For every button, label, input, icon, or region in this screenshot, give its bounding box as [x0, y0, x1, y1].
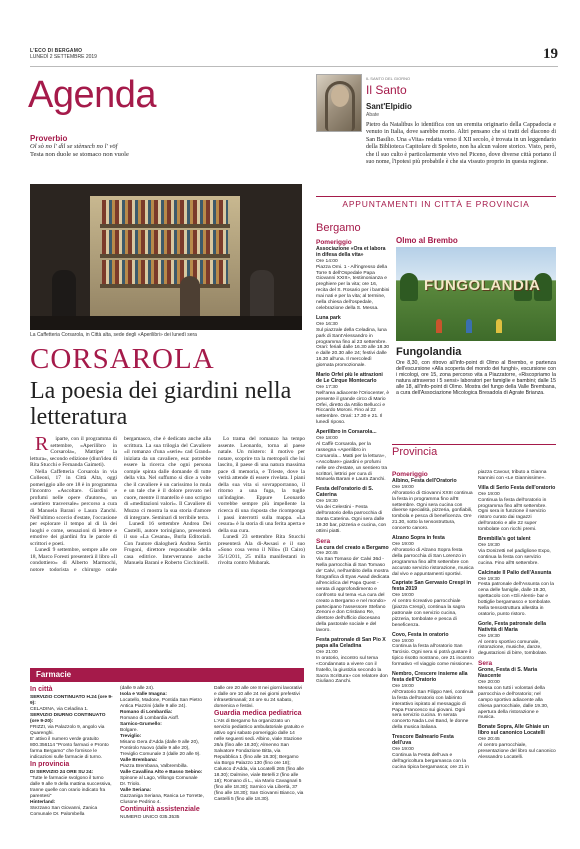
event-description: Continua la festa dell'oratorio in programma fino all'8 settembre. Ogni sera in funzione il servizio ristoro curato dai ragazzi dell'oratorio e alle 22 super tombolate con ricchi premi.: [478, 497, 547, 533]
event-item: [316, 638, 390, 685]
event-time: Ore 16:30: [316, 321, 338, 327]
event-item: [392, 479, 474, 532]
pharmacy-text: Stezzano San Giovanni, Zanica Comunale Dr. Palombella: [30, 806, 98, 817]
event-time: Ore 20:45: [316, 551, 338, 557]
pharmacy-text: L'Ats di Bergamo ha organizzato un servizio pediatrico ambulatoriale gratuito e attivo ogni sabato pomeriggio dalle 14 nelle seguenti sedi. Albino, viale Stazione 26/a (fino alle 18.30); Almenno San Salvatore Fondazione Bitta, via Repubblica 1 (fino alle 18.30); Bergamo via Borgo Palazzo 130 (fino ore 18); Calusco d'Adda, via Locatelli 265 (fino alle 18.30); Dalmine, viale Betelli 2 (fino alle 18); Romano di L., via Mario Cavagnari 5 (fino alle 18.30); Sarnico via Libertà, 37 (fino alle 18.30); San Giovanni Bianco, via Castelli 5 (fino alle 18.30).: [214, 719, 304, 802]
pharmacy-area-label: Hinterland:: [30, 800, 56, 805]
pharmacy-section-title: Continuità assistenziale: [120, 806, 200, 813]
pharmacies-column: [120, 686, 204, 821]
event-time: Ore 20:00: [478, 680, 500, 685]
event-item: [392, 581, 474, 628]
pharmacy-area-label: Treviglio:: [120, 734, 142, 739]
event-description: Al centro ricreativo parrocchiale (piazza Crespi), continua la sagra patronale con servizio cucina, pizzeria, tombolate e pesca di beneficenza.: [392, 599, 465, 628]
pharmacy-area-label: Sarnico-Grumello:: [120, 722, 162, 727]
event-item: [316, 430, 390, 483]
proverb-translation: Testa non duole se stomaco non vuole: [30, 151, 129, 158]
saint-name: Sant'Elpidio: [366, 102, 412, 111]
events-header: APPUNTAMENTI IN CITTÀ E PROVINCIA: [316, 196, 556, 210]
olmo-title: Olmo al Brembo: [396, 236, 458, 245]
event-description: Sul piazzale della Celadina, luna park di Sant'Alessandro in programma fino al 23 settembre. Orari: feriali dalle 16.30 alle 18.30 e dalle 20.30 alle 24; festivi dalle 16.30 all'una. Il mercoledì giornata promozionale.: [316, 327, 390, 369]
pharmacy-text: NUMERO UNICO 035.3535: [120, 815, 180, 820]
article-body: [30, 433, 305, 664]
time-of-day-heading: Pomeriggio: [316, 239, 352, 246]
pharmacy-section-title: Guardia medica pediatrica: [214, 710, 302, 717]
pharmacy-area-label: Romano di Lombardia:: [120, 710, 173, 715]
event-title: Grone, Festa di S. Maria Nascente: [478, 667, 538, 680]
pharmacy-text: CELADINA, via Celadina 1.: [30, 707, 89, 712]
event-title: Villa di Serio Festa dell'oratorio: [478, 484, 556, 491]
pharmacies-column: [30, 686, 114, 818]
pharmacy-text: (dalle 9 alle 24).: [120, 686, 155, 691]
time-of-day-heading: Sera: [316, 537, 331, 545]
event-item: [478, 486, 556, 533]
event-description: Via dei Celestini - Festa dell'oratorio della parrocchia di Santa Caterina. Ogni sera dalle 19.30 bar, pizzeria e cucina, con ottimi piatti.: [316, 505, 387, 534]
event-title: Bonate Sopra, Alle Ghiaie un libro sul canonico Locatelli: [478, 724, 550, 737]
pharmacy-area-label: Valle Cavallina Alto e Basso Sebino:: [120, 770, 203, 775]
time-of-day-heading: Sera: [478, 660, 493, 668]
event-item: [392, 633, 474, 668]
pharmacy-text: FRIZZI, via Palazzolo 9, angolo via Quarenghi.: [30, 725, 105, 736]
article-paragraph: Lunedì 23 settembre Rita Stucchi presenterà Ala di-Awsasi e il suo «Sono cosa verso il Nilo» (Il Cairo) 35/1/2011, 25 milla manifestanti in rivolta contro Mubarak.: [218, 534, 305, 567]
pharmacy-area-label: SERVIZIO CONTINUATO H.24 (ore 9-9):: [30, 695, 113, 706]
event-time: Ore 19:00: [392, 746, 414, 752]
event-item: [316, 316, 390, 369]
article-paragraph: Lunedì 16 settembre Andrea Dei Castelli, autore torinigiano, presenterà il suo «La Cesana», Burla Editoriali. Con l'autore dialogherà Andrea Sertin Frugoni, direttore responsabile della casa editrice. Interverranno anche Manuela Barani e Roberto Cicchinelli.: [124, 521, 211, 567]
event-description: Continua la festa all'oratorio San Tarcisio. Ogni sera si potrà gustare il tipico risotto nostrano, ore 21 incontro formativo «Il viaggio come missione».: [392, 644, 474, 668]
event-time: Ore 19:00: [392, 638, 414, 644]
event-item: [392, 672, 474, 731]
event-title: Luna park: [316, 314, 341, 321]
event-time: Ore 19:00: [392, 593, 414, 599]
event-title: Calcinate Il Palio dell'Assunta: [478, 569, 552, 576]
event-item: [478, 622, 556, 657]
event-time: Ore 21:00: [316, 649, 338, 655]
event-time: Ore 20:45: [478, 737, 500, 743]
event-item: [478, 725, 556, 760]
event-title: Aperilibro in Corsarola...: [316, 429, 377, 436]
event-title: Festa patronale di San Pio X papa alla Celadina: [316, 637, 386, 649]
proverb-dialect: Ol sò no l' dìl se stèmech no l' vöf: [30, 143, 118, 150]
event-description: All'oratorio di Alzano Sopra festa della parrocchia di San Lorenzo in programma fino all'8 settembre con accurato servizio ristorazione, musica dal vivo e appuntamenti sportivi.: [392, 547, 474, 577]
event-item: [478, 668, 556, 721]
article-paragraph: Lo trama del romanzo ha tempo assente. Leonardo, torna al paese natale. Un mistero: il motivo per notare, scoprire tra la metropoli che lui lascito, il paese di una natura massima pace di memoria, e Trieste, dove la verità attende di essere rivelata. I piani della sua vita si sovrapporranno, il ritorno a una fuga, la tuglie un'indagine. Eppure Leonardo vorrebbe sempre più impellente la ricerca di una risposta che ricomponga i passi interrotti sulla mappa. «La cesura» è la storia di una ferita aperta e della sua cura.: [218, 436, 305, 534]
article-headline: La poesia dei giardini nella letteratura: [30, 378, 292, 430]
event-description: Continua la Festa dell'uva e dell'agricoltura bergamasca con la cucina tipica bergamasca; ore 21 in: [392, 752, 469, 770]
event-title: Capriate San Gervasio Crespi in festa 2019: [392, 580, 471, 593]
event-time: Ore 19:30: [316, 499, 338, 505]
pharmacy-section-title: In città: [30, 686, 53, 693]
event-title: Covo, Festa in oratorio: [392, 631, 449, 638]
event-item: [316, 487, 390, 534]
issue-date: LUNEDÌ 2 SETTEMBRE 2019: [30, 54, 97, 60]
event-time: Ore 17:30: [316, 384, 338, 390]
pharmacy-text: Piazza Brembana, Valbrembilla.: [120, 764, 188, 769]
event-time: Ore 19:30: [478, 633, 500, 639]
saint-image: [316, 74, 362, 132]
event-item: [316, 546, 390, 635]
pharmacies-column: [214, 686, 304, 803]
page-number: 19: [543, 46, 558, 62]
event-item: [478, 537, 556, 567]
provincia-divider: [392, 444, 556, 445]
pharmacy-text: E' attivo il numero verde gratuito 800.356114 "Pronto farmaci e Pronto farma Bergamo" che fornisce le indicazioni sulle farmacie di turno.: [30, 737, 109, 760]
event-description: In oratorio, incontro sul tema «Condannato a vivere con il fratello, la giustizia secondo la Sacra Scrittura» con relatore don Giuliano Zanchi.: [316, 655, 388, 685]
pharmacy-area-label: SERVIZIO DIURNO CONTINUATO (ore 9-20):: [30, 713, 106, 724]
pharmacy-area-label: Valle Seriana:: [120, 788, 152, 793]
event-description: piazza Cavour, tributo a Gianna Nannini con «Le Giannissime».: [478, 470, 547, 481]
event-title: Nembro, Crescere insieme alla festa dell'Oratorio: [392, 671, 468, 683]
pharmacy-section-title: In provincia: [30, 761, 70, 768]
section-title: Agenda: [28, 74, 157, 116]
event-description: Al centro sportivo comunale, ristorazione, musiche, danze, degustazioni di birre, tombolate.: [478, 639, 548, 657]
event-title: Mario Orfei più le attrazioni de Le Cirque Montecarlo: [316, 372, 383, 384]
masthead: [30, 48, 97, 60]
article-paragraph: iparte, con il programma di settembre, «Aperilibro in Corsarola», Mattiper la lettura», secondo edizione (diun'idea di Rita Stucchi e Fernanda Gaimeti).: [30, 436, 117, 469]
event-title: La cura del creato a Bergamo: [316, 544, 389, 551]
fungolandia-title: Fungolandia: [396, 346, 462, 358]
provincia-title: Provincia: [392, 446, 438, 458]
event-description: All'Oratorio San Filippo Neri, continua la festa dell'oratorio con labirinto interattivo ispirato al messaggio di Papa Francesco sui giovani. Ogni sera servizio cucina. In serata concerto Nada Lovi Band, le donne della musica italiana.: [392, 689, 474, 731]
event-description: All'oratorio di Giovanni XXIII continua la festa in programma fino all'8 settembre. Ogni sera cucina con diverse specialità, pizzeria, gonfiabili, tombola e pesca di beneficenza. Ore 21.30, sotto la tensostruttura, concerto canoro.: [392, 490, 473, 532]
event-time: Ore 19:30: [478, 576, 500, 582]
article-paragraph: Lunedì 9 settembre, sempre alle ore 18, Marco Foresti presenterà il libro «Il condottiero» di Alberto Marmochi, notore todorista e chirurgo orale bergamasco, che è dedicato anche alla scrittura. La sua trilogia del Cavaliere «il romanzo d'una «serie» cad Grand» iniziata da un cavaliere, esa: potrebbe essere la ricerca che ogni persona compie spinta dalle domande di tutte della vita. Nel suffumo si dice a volte che il cavaliere è un carissimo lo mula e un tale che è il dolore provato nel cuore, mentre il mantello è uno scrigno di «meditazioni valori». Il Cavaliere di Muzzo ci mostra la sua storia d'amore di integrare. Seminari di terribile terra.: [30, 436, 211, 573]
event-description: Nell'area adiacente l'Oriocenter, è presente il grande circo di Mario Orfei, diretto da Attilio Bellucci e Riccardo Moroni. Fino al 22 settembre. Orari: 17.30 e 21. Il lunedì riposo.: [316, 390, 390, 426]
pharmacy-text: Romano di Lombardia Aioff.: [120, 716, 180, 721]
event-title: Brembilla's got talent: [478, 536, 531, 543]
event-time: Ore 14:00: [316, 258, 338, 264]
cafe-photo: [30, 184, 302, 330]
event-description: Al Caffè Corsarola, per la rassegna «Aperilibro in Corsarola... Matti per la lettura», «Ascoltare» giardini e profumi nelle ore d'estate, un sentiero tra scrittori, lettrici per cura di Manuela Barani e Laura Zanchi.: [316, 442, 388, 483]
pharmacy-text: Spinone al Lago, Villongo Comunale Dr. Triolo.: [120, 776, 198, 787]
event-time: Ore 19:00: [392, 484, 414, 490]
proverb-label: Proverbio: [30, 134, 68, 143]
saint-role: Abate: [366, 112, 380, 118]
event-item: [478, 470, 556, 482]
article-kicker: CORSAROLA: [30, 343, 215, 375]
photo-caption: La Caffetteria Corsarola, in Città alta, sede degli «Aperilibri» dei lunedì sera: [30, 332, 197, 338]
event-description: Via San Tomaso de' Calvi 36d - Nella parrocchia di San Tomaso de' Calvi, nell'ambito della mostra fotografica di Eyas Awad dedicata all'enciclica del Papa Quest - serata di approfondimento e confronto sul tema «La cura del creato a Bergamo e nel mondo» partecipano l'assessore Stefano Zenoni e don Cristiano Re, direttore dell'ufficio diocesano della pastorale sociale e del lavoro.: [316, 557, 390, 634]
bergamo-events: [316, 238, 390, 689]
pharmacy-text: Misano Gera d'Adda (dalle 9 alle 20), Pontirolo Nuovo (dalle 9 alle 20), Treviglio Comunale 3 (dalle 20 alle 9).: [120, 740, 201, 757]
event-time: Ore 19:30: [478, 542, 500, 548]
saint-body: Pietro da Natalibus lo identifica con un eremita originario della Cappadocia e venuto in Italia, dove sarebbe morto. Altri pensano che si tratti del diacono di San Basilio. Una «Vita» redatta verso il XII secolo, è trovata in un leggendario della Biblioteca Capitolare di Spoleto, non ha alcun valore storico. Visto, però, che il suo culto è particolarmente vivo nel Piceno, dove diverse città portano il suo nome, l'ipotesi più probabile è che sia vissuto proprio in questa regione.: [366, 122, 556, 166]
event-item: [478, 571, 556, 618]
event-description: Al centro parrocchiale, presentazione del libro sul canonico Alessandro Locatelli.: [478, 743, 556, 760]
article-paragraph: Nella Caffetteria Corsarola in via Colleoni, 17 in Città Alta, oggi pomeriggio alle ore 18 è in programma l'incontro «Ascoltare. Giardini e profumi nelle opere d'autore», un «sentiero trasversale» percorso a cura di Manuela Barani e Laura Zanchi. Nell'ultimo scorcio d'estate, l'occasione per esplorare il tempo al di là dei luoghi e come, sensazioni di lettere e emotive dei giardini fra le parole di scrittori e poeti.: [30, 468, 117, 547]
event-title: Albino, Festa dell'Oratorio: [392, 477, 457, 484]
pharmacy-area-label: DI SERVIZIO 24 ORE SU 24:: [30, 770, 94, 775]
saint-kicker: IL SANTO DEL GIORNO: [366, 76, 411, 81]
time-of-day-heading: Pomeriggio: [392, 471, 428, 478]
pharmacy-text: "Tutte le farmacie svolgono il turno dalle 9 alle 9 della mattina successiva, tranne quelle con orario indicato fra parentesi": [30, 776, 112, 799]
event-title: Trescore Balneario Festa dell'uva: [392, 734, 454, 747]
event-time: Ore 19:00: [478, 491, 500, 497]
event-title: Alzano Sopra in festa: [392, 535, 445, 542]
event-title: Gorle, Festa patronale della Natività di Maria: [478, 620, 547, 633]
pharmacy-area-label: Valle Brembana:: [120, 758, 158, 763]
event-item: [316, 373, 390, 426]
event-time: Ore 19:00: [392, 683, 414, 689]
fungolandia-photo: [396, 247, 556, 341]
drop-cap: R: [35, 433, 49, 455]
pharmacies-list: [30, 686, 304, 836]
event-title: Associazione «Ora et labora in difesa della vita»: [316, 245, 386, 258]
pharmacy-area-label: Isola e Valle Imagna:: [120, 692, 167, 697]
event-description: Via Donizetti nel padiglione Expo, continua la festa con servizio cucina. Fino all'8 settembre.: [478, 548, 551, 566]
bergamo-title: Bergamo: [316, 222, 361, 234]
pharmacy-text: Dalle ore 20 alle ore 8 nei giorni lavorativi e dalle ore 10 alle 24 nei giorni prefestivi infrasettimanali; 24 ore su 24 sabato, domenica e festivi.: [214, 686, 302, 709]
pharmacies-header: Farmacie: [30, 668, 304, 682]
pharmacy-text: Locatello, Madone, Pontida San Pietro Antica Piazzini (dalle 9 alle 24).: [120, 698, 202, 709]
pharmacy-text: Bolgare.: [120, 728, 138, 733]
pharmacy-text: Gazzaniga Seriana, Ranica Le Torrette, Clusone Pedrino 4.: [120, 794, 204, 805]
event-item: [392, 735, 474, 770]
event-item: [392, 536, 474, 577]
event-item: [316, 247, 390, 312]
event-time: Ore 19:00: [392, 541, 414, 547]
event-description: Messa con tutti i volontari della parrocchia e dell'oratorio; nel campo sportivo adiacente alla chiesa parrocchiale, dalle 19.30, apertura della ristorazione e musica.: [478, 685, 549, 721]
newspaper-name: L'ECO DI BERGAMO: [30, 48, 83, 54]
provincia-events-left: [392, 470, 474, 775]
event-time: Ore 18:00: [316, 436, 338, 442]
event-title: Festa dell'oratorio di S. Caterina: [316, 486, 374, 499]
fungolandia-text: Ore 8,30, con ritrovo all'info-point di Olmo al Brembo, e partenza dell'escursione «Alla scoperta del mondo dei funghi», escursione con i micologi, ore 15, zona percorso vita a Piazzatorre, «Riscopriamo la natura attraverso i 5 sensi» laboratori per famiglie e bambini; dalle 15 alle 18, all'info-point di Olmo. Mostra del fungo della Valle Brembana, a cura dell'Associazione Micologica Bresadola di Agrate Brianza.: [396, 360, 556, 397]
fungolandia-sign: FUNGOLANDIA: [424, 277, 541, 294]
saint-header: Il Santo: [366, 83, 407, 97]
header-divider: [30, 66, 558, 67]
proverb-box: [30, 134, 300, 159]
event-description: Piazza Omi. 1 - All'ingresso della Torre 5 dell'Ospedale Papa Giovanni XXIII», testimonianza e preghiere per la vita; ore 16, recita del S. Rosario per i bambini mai nati e per la vita; al termine, nella chiesa dell'ospedale, celebrazione della S. Messa.: [316, 264, 390, 311]
event-description: Festa patronale dell'Assunta con la cena delle famiglie, dalle 19.30, spettacolo con «Gli Alenti» bar e bottiglie bergamasco e tombolate. Nella tensostruttura allestita in oratorio, punto ristoro.: [478, 582, 554, 617]
provincia-events-right: [478, 470, 556, 765]
